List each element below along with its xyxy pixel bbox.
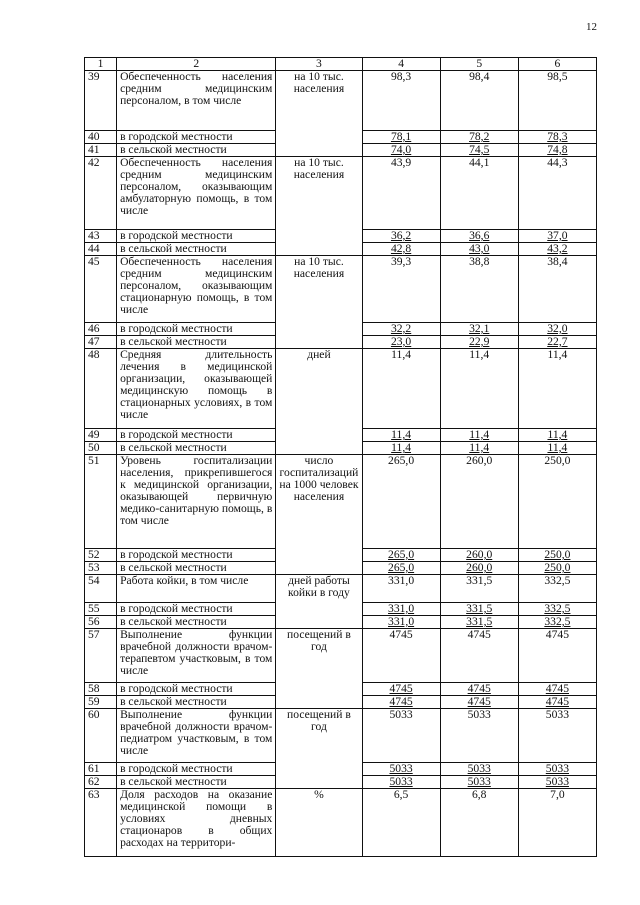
value-col-5: 74,5	[440, 144, 518, 157]
table-row	[85, 157, 597, 230]
header-cell-1: 1	[85, 58, 117, 71]
row-number: 42	[85, 157, 117, 230]
row-number: 53	[85, 562, 117, 575]
value-col-4: 43,9	[362, 157, 440, 230]
value-col-6: 250,0	[518, 549, 596, 562]
value-col-4: 32,2	[362, 323, 440, 336]
header-cell-6: 6	[518, 58, 596, 71]
value-col-6: 332,5	[518, 575, 596, 603]
value-col-6: 11,4	[518, 349, 596, 429]
header-cell-2: 2	[117, 58, 276, 71]
indicator-name: Обеспеченность населения средним медицинским персоналом, в том числе	[117, 71, 276, 131]
value-col-4: 5033	[362, 709, 440, 763]
row-number: 45	[85, 256, 117, 323]
indicator-name: Обеспеченность населения средним медицинским персоналом, оказывающим амбулаторную помощь, в том числе	[117, 157, 276, 230]
row-number: 49	[85, 429, 117, 442]
indicator-name: Доля расходов на оказание медицинской помощи в условиях дневных стационаров в общих расходах на территори-	[117, 789, 276, 857]
value-col-5: 5033	[440, 776, 518, 789]
indicator-name: в сельской местности	[117, 442, 276, 455]
value-col-4: 4745	[362, 683, 440, 696]
value-col-5: 32,1	[440, 323, 518, 336]
row-number: 40	[85, 131, 117, 144]
row-number: 59	[85, 696, 117, 709]
value-col-5: 4745	[440, 683, 518, 696]
value-col-4: 331,0	[362, 603, 440, 616]
value-col-4: 39,3	[362, 256, 440, 323]
indicator-name: в сельской местности	[117, 776, 276, 789]
value-col-5: 5033	[440, 763, 518, 776]
row-number: 62	[85, 776, 117, 789]
indicator-name: в городской местности	[117, 683, 276, 696]
value-col-6: 11,4	[518, 429, 596, 442]
row-number: 43	[85, 230, 117, 243]
value-col-5: 98,4	[440, 71, 518, 131]
indicator-name: Выполнение функции врачебной должности врачом-педиатром участковым, в том числе	[117, 709, 276, 763]
value-col-4: 23,0	[362, 336, 440, 349]
unit-cell: на 10 тыс. населения	[276, 71, 362, 157]
row-number: 50	[85, 442, 117, 455]
indicator-name: в городской местности	[117, 429, 276, 442]
indicator-name: Выполнение функции врачебной должности врачом-терапевтом участковым, в том числе	[117, 629, 276, 683]
value-col-6: 11,4	[518, 442, 596, 455]
row-number: 58	[85, 683, 117, 696]
unit-cell: дней работы койки в году	[276, 575, 362, 629]
value-col-6: 43,2	[518, 243, 596, 256]
value-col-6: 44,3	[518, 157, 596, 230]
indicator-name: в городской местности	[117, 323, 276, 336]
value-col-6: 332,5	[518, 603, 596, 616]
unit-cell: дней	[276, 349, 362, 455]
value-col-5: 43,0	[440, 243, 518, 256]
value-col-6: 332,5	[518, 616, 596, 629]
value-col-5: 331,5	[440, 616, 518, 629]
table-row	[85, 349, 597, 429]
row-number: 57	[85, 629, 117, 683]
value-col-5: 11,4	[440, 349, 518, 429]
value-col-6: 78,3	[518, 131, 596, 144]
row-number: 47	[85, 336, 117, 349]
value-col-6: 4745	[518, 629, 596, 683]
header-cell-5: 5	[440, 58, 518, 71]
header-cell-3: 3	[276, 58, 362, 71]
value-col-6: 250,0	[518, 562, 596, 575]
indicator-name: в сельской местности	[117, 336, 276, 349]
indicator-name: в городской местности	[117, 230, 276, 243]
indicator-name: в сельской местности	[117, 243, 276, 256]
unit-cell: посещений в год	[276, 709, 362, 789]
value-col-6: 74,8	[518, 144, 596, 157]
table-row	[85, 629, 597, 683]
value-col-5: 22,9	[440, 336, 518, 349]
table-header-row	[85, 58, 597, 71]
value-col-5: 78,2	[440, 131, 518, 144]
value-col-5: 38,8	[440, 256, 518, 323]
row-number: 63	[85, 789, 117, 857]
value-col-5: 4745	[440, 629, 518, 683]
value-col-6: 5033	[518, 776, 596, 789]
row-number: 44	[85, 243, 117, 256]
row-number: 51	[85, 455, 117, 549]
value-col-5: 260,0	[440, 455, 518, 549]
table-row	[85, 709, 597, 763]
value-col-4: 6,5	[362, 789, 440, 857]
value-col-5: 5033	[440, 709, 518, 763]
unit-cell: число госпитализаций на 1000 человек населения	[276, 455, 362, 575]
value-col-6: 37,0	[518, 230, 596, 243]
indicator-name: в сельской местности	[117, 616, 276, 629]
indicator-name: в городской местности	[117, 549, 276, 562]
value-col-4: 5033	[362, 763, 440, 776]
value-col-4: 5033	[362, 776, 440, 789]
indicator-name: Работа койки, в том числе	[117, 575, 276, 603]
value-col-4: 98,3	[362, 71, 440, 131]
value-col-5: 11,4	[440, 442, 518, 455]
table-row	[85, 256, 597, 323]
value-col-4: 4745	[362, 629, 440, 683]
header-cell-4: 4	[362, 58, 440, 71]
value-col-4: 4745	[362, 696, 440, 709]
value-col-5: 260,0	[440, 562, 518, 575]
indicator-name: в сельской местности	[117, 562, 276, 575]
indicator-name: в сельской местности	[117, 144, 276, 157]
value-col-6: 22,7	[518, 336, 596, 349]
value-col-6: 4745	[518, 683, 596, 696]
row-number: 52	[85, 549, 117, 562]
indicator-name: Уровень госпитализации населения, прикрепившегося к медицинской организации, оказывающей первичную медико-санитарную помощь, в том числе	[117, 455, 276, 549]
value-col-5: 4745	[440, 696, 518, 709]
value-col-6: 98,5	[518, 71, 596, 131]
row-number: 56	[85, 616, 117, 629]
value-col-4: 36,2	[362, 230, 440, 243]
table-row	[85, 71, 597, 131]
value-col-6: 7,0	[518, 789, 596, 857]
value-col-4: 265,0	[362, 562, 440, 575]
value-col-5: 6,8	[440, 789, 518, 857]
value-col-5: 44,1	[440, 157, 518, 230]
value-col-6: 4745	[518, 696, 596, 709]
value-col-4: 11,4	[362, 442, 440, 455]
value-col-6: 5033	[518, 709, 596, 763]
value-col-4: 331,0	[362, 616, 440, 629]
value-col-6: 5033	[518, 763, 596, 776]
table-row	[85, 455, 597, 549]
value-col-6: 38,4	[518, 256, 596, 323]
value-col-5: 331,5	[440, 575, 518, 603]
value-col-4: 331,0	[362, 575, 440, 603]
value-col-4: 265,0	[362, 455, 440, 549]
value-col-4: 11,4	[362, 429, 440, 442]
value-col-5: 36,6	[440, 230, 518, 243]
indicator-name: в городской местности	[117, 131, 276, 144]
page-number: 12	[586, 21, 597, 33]
table-row	[85, 789, 597, 857]
indicator-name: Обеспеченность населения средним медицинским персоналом, оказывающим стационарную помощь, в том числе	[117, 256, 276, 323]
row-number: 48	[85, 349, 117, 429]
row-number: 46	[85, 323, 117, 336]
value-col-4: 42,8	[362, 243, 440, 256]
value-col-5: 11,4	[440, 429, 518, 442]
row-number: 60	[85, 709, 117, 763]
row-number: 41	[85, 144, 117, 157]
unit-cell: на 10 тыс. населения	[276, 256, 362, 349]
indicator-name: в сельской местности	[117, 696, 276, 709]
row-number: 55	[85, 603, 117, 616]
value-col-6: 32,0	[518, 323, 596, 336]
indicator-name: в городской местности	[117, 763, 276, 776]
row-number: 61	[85, 763, 117, 776]
row-number: 39	[85, 71, 117, 131]
indicator-name: Средняя длительность лечения в медицинской организации, оказывающей медицинскую помощь в стационарных условиях, в том числе	[117, 349, 276, 429]
value-col-4: 265,0	[362, 549, 440, 562]
value-col-5: 260,0	[440, 549, 518, 562]
unit-cell: посещений в год	[276, 629, 362, 709]
table-row	[85, 575, 597, 603]
unit-cell: на 10 тыс. населения	[276, 157, 362, 256]
value-col-4: 74,0	[362, 144, 440, 157]
value-col-4: 78,1	[362, 131, 440, 144]
value-col-5: 331,5	[440, 603, 518, 616]
value-col-4: 11,4	[362, 349, 440, 429]
indicators-table	[84, 57, 597, 857]
unit-cell: %	[276, 789, 362, 857]
row-number: 54	[85, 575, 117, 603]
value-col-6: 250,0	[518, 455, 596, 549]
indicator-name: в городской местности	[117, 603, 276, 616]
